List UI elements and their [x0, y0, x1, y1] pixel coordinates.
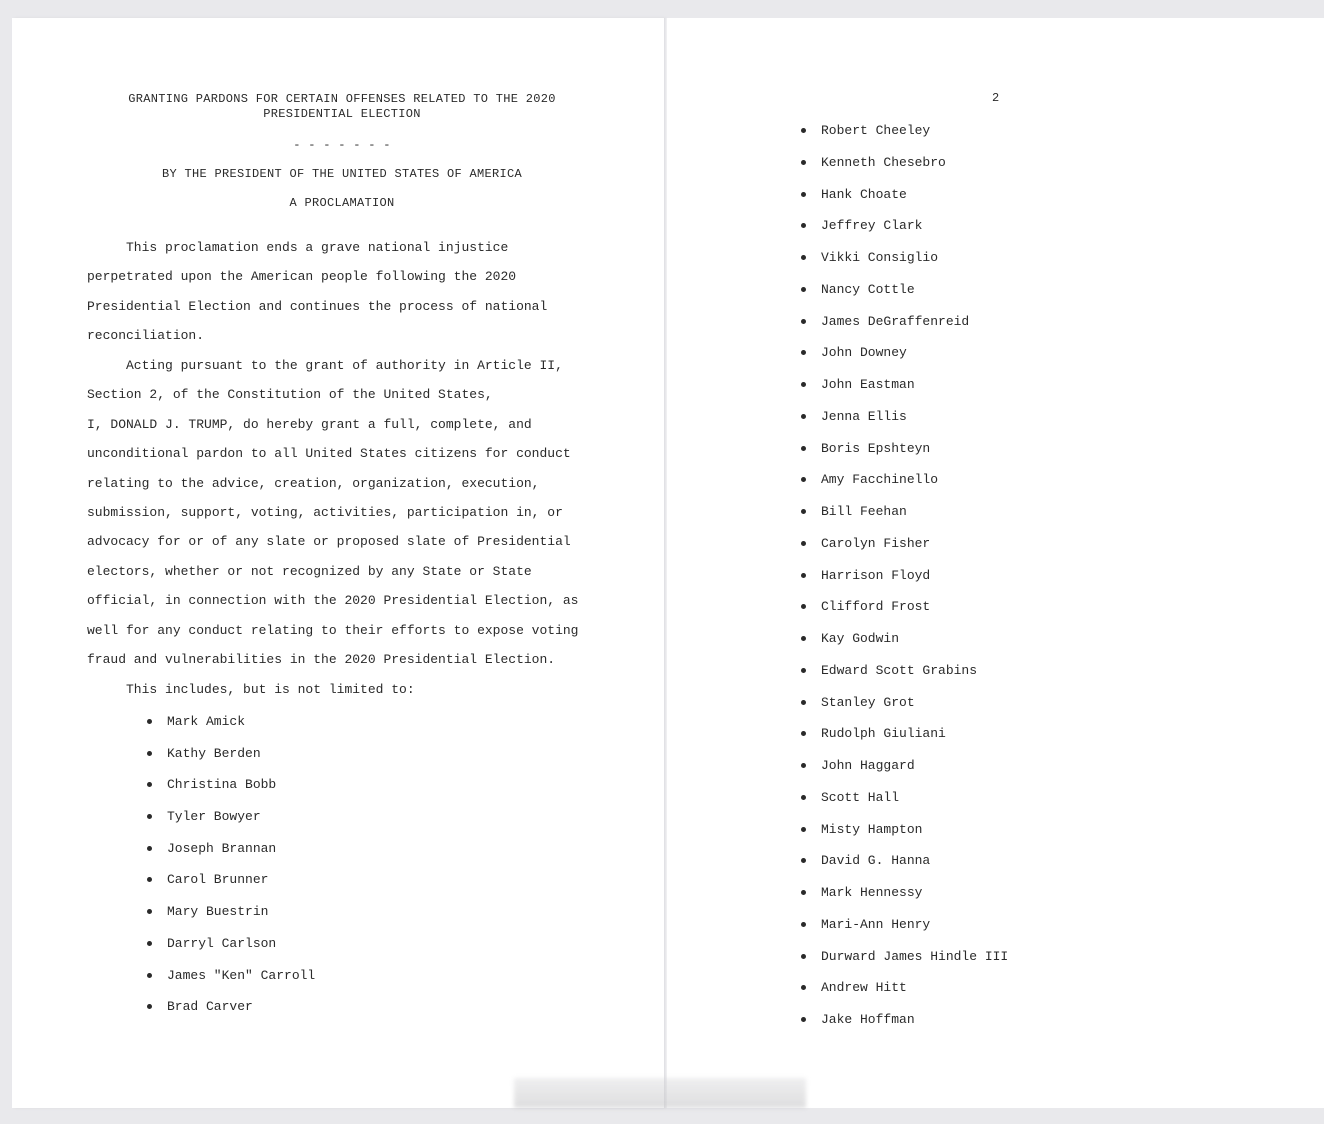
list-item	[801, 441, 1008, 456]
list-item	[801, 663, 1008, 678]
list-item	[147, 936, 315, 951]
pardoned-name: John Eastman	[821, 377, 915, 392]
list-item	[801, 822, 1008, 837]
pardoned-name: Darryl Carlson	[167, 935, 277, 951]
list-item	[801, 504, 1008, 519]
pardoned-name: Brad Carver	[167, 999, 253, 1015]
list-item	[801, 917, 1008, 932]
list-item	[801, 187, 1008, 202]
list-item	[147, 746, 315, 761]
pardoned-name: Clifford Frost	[821, 599, 931, 615]
bullet-icon	[147, 846, 152, 851]
bullet-icon	[801, 1017, 806, 1022]
list-item	[801, 472, 1008, 487]
list-item	[801, 949, 1008, 964]
pardoned-name: James DeGraffenreid	[821, 313, 970, 329]
list-item	[801, 345, 1008, 360]
list-item	[801, 631, 1008, 646]
bullet-icon	[801, 858, 806, 863]
list-item	[801, 282, 1008, 297]
bullet-icon	[801, 604, 806, 609]
bullet-icon	[801, 954, 806, 959]
pardoned-name: Carol Brunner	[167, 872, 269, 888]
paragraph-intro: This proclamation ends a grave national injustice perpetrated upon the American people following the 2020 Presidential Election and continues the process of national reconciliation.	[87, 240, 548, 344]
list-item	[801, 726, 1008, 741]
list-item	[801, 250, 1008, 265]
bullet-icon	[801, 573, 806, 578]
blurred-watermark-bar	[514, 1078, 806, 1108]
pardoned-name: Durward James Hindle III	[821, 948, 1009, 964]
pardoned-name: Carolyn Fisher	[821, 535, 931, 551]
title-line-1: GRANTING PARDONS FOR CERTAIN OFFENSES RELATED TO THE 2020	[128, 92, 556, 106]
by-line: BY THE PRESIDENT OF THE UNITED STATES OF AMERICA	[161, 167, 523, 181]
bullet-icon	[801, 985, 806, 990]
pardoned-name: Rudolph Giuliani	[821, 726, 946, 742]
list-item	[801, 695, 1008, 710]
document-title	[110, 92, 574, 122]
bullet-icon	[801, 223, 806, 228]
bullet-icon	[801, 922, 806, 927]
pardoned-name: Kay Godwin	[821, 631, 900, 646]
list-item	[801, 885, 1008, 900]
pardoned-name: Mary Buestrin	[167, 904, 269, 920]
list-item	[801, 599, 1008, 614]
pardoned-name: Scott Hall	[821, 789, 900, 805]
list-item	[147, 999, 315, 1014]
bullet-icon	[147, 719, 152, 724]
list-item	[147, 968, 315, 983]
title-separator: - - - - - - -	[293, 138, 391, 152]
pardoned-name: Jeffrey Clark	[821, 218, 923, 234]
list-item	[801, 568, 1008, 583]
pardoned-name: James "Ken" Carroll	[167, 967, 316, 983]
bullet-icon	[801, 636, 806, 641]
bullet-icon	[801, 509, 806, 514]
pardoned-name: David G. Hanna	[821, 853, 931, 869]
bullet-icon	[801, 192, 806, 197]
list-item	[147, 872, 315, 887]
pardoned-name: Kenneth Chesebro	[821, 154, 946, 170]
bullet-icon	[147, 1004, 152, 1009]
bullet-icon	[801, 477, 806, 482]
pardoned-name: Tyler Bowyer	[167, 809, 261, 825]
paragraph-includes: This includes, but is not limited to:	[87, 682, 415, 697]
list-item	[147, 809, 315, 824]
bullet-icon	[801, 668, 806, 673]
pardoned-name: Jake Hoffman	[821, 1012, 915, 1027]
pardoned-name: John Haggard	[821, 758, 915, 773]
bullet-icon	[147, 814, 152, 819]
bullet-icon	[801, 763, 806, 768]
pardoned-name: Kathy Berden	[167, 745, 261, 761]
list-item	[801, 155, 1008, 170]
pardoned-name: John Downey	[821, 345, 907, 361]
list-item	[801, 853, 1008, 868]
bullet-icon	[801, 128, 806, 133]
pardoned-name: Misty Hampton	[821, 821, 923, 837]
bullet-icon	[801, 255, 806, 260]
pardoned-name: Robert Cheeley	[821, 123, 931, 138]
pardoned-name: Andrew Hitt	[821, 980, 907, 996]
list-item	[801, 758, 1008, 773]
list-item	[147, 841, 315, 856]
pardoned-name: Amy Facchinello	[821, 472, 939, 488]
list-item	[801, 536, 1008, 551]
bullet-icon	[801, 890, 806, 895]
list-item	[801, 790, 1008, 805]
pardoned-name: Jenna Ellis	[821, 408, 907, 424]
list-item	[801, 123, 1008, 138]
paragraph-pardon-grant: Acting pursuant to the grant of authority in Article II, Section 2, of the Constitution of the United States, I, DONALD J. TRUMP, do hereby grant a full, complete, and unconditional pardon to all United States citizens for conduct relating to the advice, creation, organization, execution, submission, support, voting, activities, participation in, or advocacy for or of any slate or proposed slate of Presidential electors, whether or not recognized by any State or State official, in connection with the 2020 Presidential Election, as well for any conduct relating to their efforts to expose voting fraud and vulnerabilities in the 2020 Presidential Election.	[87, 358, 579, 668]
bullet-icon	[801, 731, 806, 736]
title-line-2: PRESIDENTIAL ELECTION	[263, 107, 421, 121]
bullet-icon	[801, 446, 806, 451]
bullet-icon	[147, 782, 152, 787]
list-item	[801, 314, 1008, 329]
list-item	[801, 218, 1008, 233]
pardon-list-page-1	[147, 714, 315, 1031]
pardoned-name: Bill Feehan	[821, 504, 907, 519]
list-item	[801, 1012, 1008, 1027]
bullet-icon	[147, 909, 152, 914]
pardoned-name: Harrison Floyd	[821, 567, 931, 583]
pardoned-name: Nancy Cottle	[821, 281, 915, 297]
bullet-icon	[147, 941, 152, 946]
bullet-icon	[801, 319, 806, 324]
bullet-icon	[801, 287, 806, 292]
bullet-icon	[801, 382, 806, 387]
bullet-icon	[801, 414, 806, 419]
list-item	[147, 777, 315, 792]
bullet-icon	[801, 541, 806, 546]
pardoned-name: Boris Epshteyn	[821, 440, 931, 456]
pardoned-name: Vikki Consiglio	[821, 250, 939, 265]
pardoned-name: Hank Choate	[821, 186, 907, 202]
bullet-icon	[801, 700, 806, 705]
bullet-icon	[147, 877, 152, 882]
bullet-icon	[801, 827, 806, 832]
page-number: 2	[992, 91, 1000, 105]
pardoned-name: Edward Scott Grabins	[821, 662, 978, 678]
proclamation-label: A PROCLAMATION	[289, 196, 395, 210]
bullet-icon	[801, 350, 806, 355]
bullet-icon	[801, 795, 806, 800]
bullet-icon	[147, 751, 152, 756]
list-item	[801, 980, 1008, 995]
list-item	[801, 377, 1008, 392]
pardoned-name: Mark Hennessy	[821, 885, 923, 900]
pardoned-name: Christina Bobb	[167, 777, 277, 793]
list-item	[801, 409, 1008, 424]
pardoned-name: Joseph Brannan	[167, 840, 277, 856]
list-item	[147, 714, 315, 729]
pardoned-name: Mark Amick	[167, 714, 246, 729]
list-item	[147, 904, 315, 919]
pardoned-name: Mari-Ann Henry	[821, 916, 931, 932]
bullet-icon	[801, 160, 806, 165]
bullet-icon	[147, 973, 152, 978]
pardoned-name: Stanley Grot	[821, 694, 915, 710]
pardon-list-page-2	[801, 123, 1008, 1044]
